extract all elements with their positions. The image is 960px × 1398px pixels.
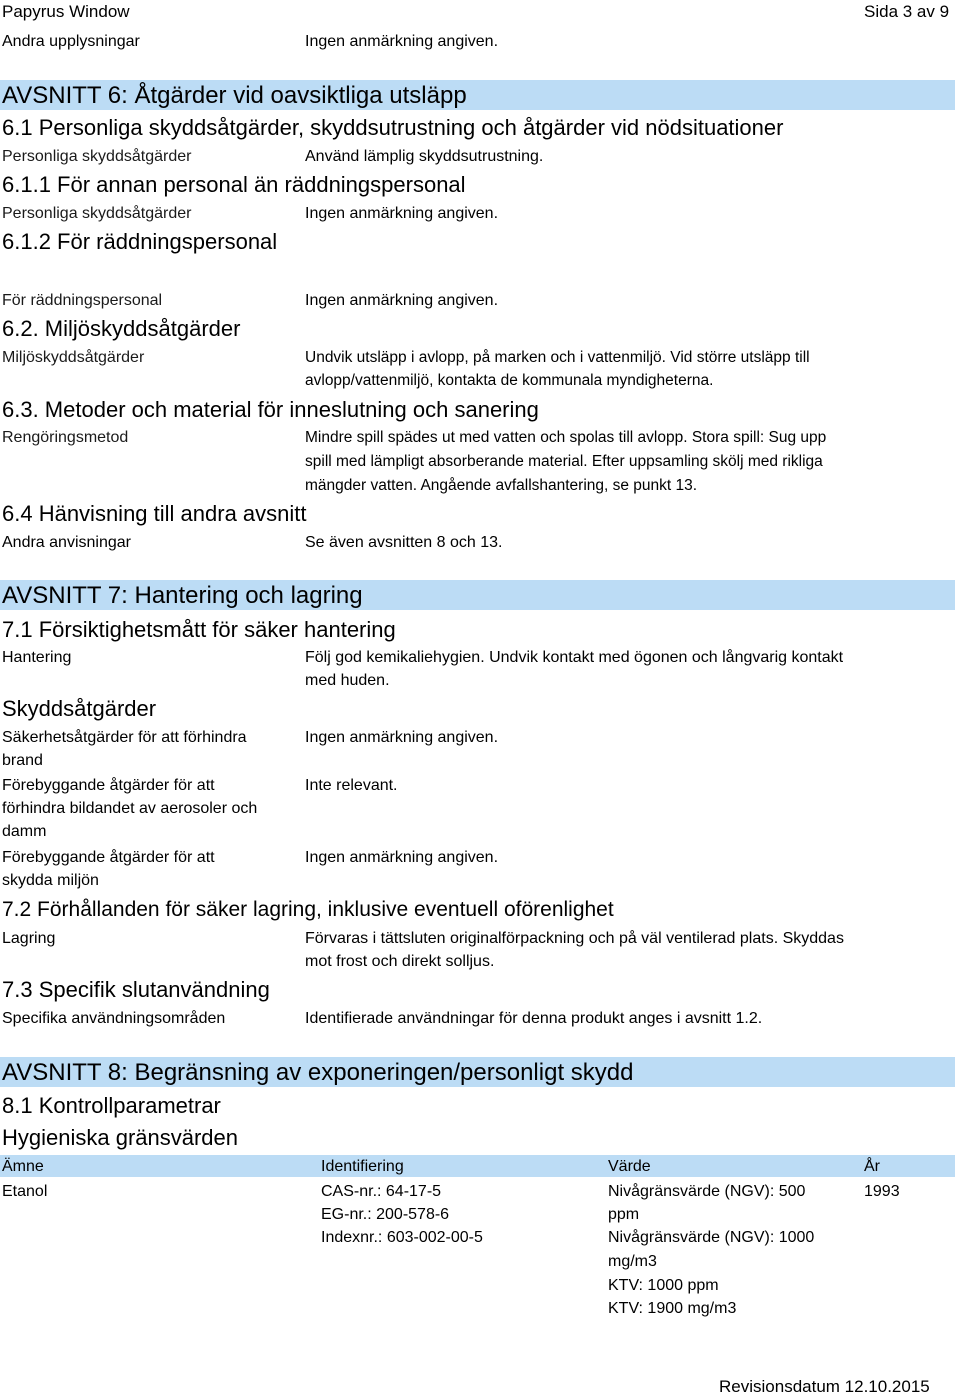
row-value: Följ god kemikaliehygien. Undvik kontakt med ögonen och långvarig kontakt (305, 649, 844, 666)
subsection-6-1-1-heading: 6.1.1 För annan personal än räddningspersonal (2, 172, 466, 197)
row-value: Ingen anmärkning angiven. (305, 729, 499, 746)
subsection-6-4-heading: 6.4 Hänvisning till andra avsnitt (2, 501, 307, 526)
row-value: spill med lämpligt absorberande material. Efter uppsamling skölj med rikliga (305, 453, 823, 470)
subsection-6-1-2-heading: 6.1.2 För räddningspersonal (2, 229, 278, 254)
row-value: mot frost och direkt solljus. (305, 953, 495, 970)
table-cell-value: Nivågränsvärde (NGV): 500 (608, 1183, 806, 1200)
table-cell-value: ppm (608, 1206, 640, 1223)
row-value: med huden. (305, 672, 390, 689)
table-header-row (0, 1155, 955, 1177)
section-7-title: AVSNITT 7: Hantering och lagring (2, 582, 363, 609)
row-label: För räddningspersonal (2, 292, 163, 309)
row-label: Personliga skyddsåtgärder (2, 205, 192, 222)
row-label: Andra upplysningar (2, 33, 140, 50)
row-label: Personliga skyddsåtgärder (2, 148, 192, 165)
row-value: Ingen anmärkning angiven. (305, 849, 499, 866)
table-cell-ident: Indexnr.: 603-002-00-5 (321, 1229, 483, 1246)
subsection-7-2-heading: 7.2 Förhållanden för säker lagring, inklusive eventuell oförenlighet (2, 898, 614, 921)
row-value: Identifierade användningar för denna produkt anges i avsnitt 1.2. (305, 1010, 763, 1027)
page-number: Sida 3 av 9 (864, 2, 950, 21)
row-label: damm (2, 823, 47, 840)
row-label: Specifika användningsområden (2, 1010, 226, 1027)
subsection-7-1-heading: 7.1 Försiktighetsmått för säker hantering (2, 617, 396, 642)
table-cell-substance: Etanol (2, 1183, 48, 1200)
row-label: Säkerhetsåtgärder för att förhindra (2, 729, 247, 746)
section-6-title: AVSNITT 6: Åtgärder vid oavsiktliga utsläpp (2, 82, 467, 109)
table-cell-value: mg/m3 (608, 1253, 657, 1270)
table-cell-value: Nivågränsvärde (NGV): 1000 (608, 1229, 815, 1246)
row-label: Andra anvisningar (2, 534, 131, 551)
row-value: Undvik utsläpp i avlopp, på marken och i vattenmiljö. Vid större utsläpp till (305, 349, 810, 366)
table-header-cell: Värde (608, 1158, 651, 1175)
subsection-6-1-heading: 6.1 Personliga skyddsåtgärder, skyddsutrustning och åtgärder vid nödsituationer (2, 115, 784, 140)
row-value: Mindre spill spädes ut med vatten och spolas till avlopp. Stora spill: Sug upp (305, 429, 827, 446)
row-label: Rengöringsmetod (2, 429, 129, 446)
row-value: Ingen anmärkning angiven. (305, 292, 499, 309)
table-cell-ident: CAS-nr.: 64-17-5 (321, 1183, 442, 1200)
row-value: Förvaras i tättsluten originalförpackning och på väl ventilerad plats. Skyddas (305, 930, 844, 947)
subsection-6-3-heading: 6.3. Metoder och material för inneslutning och sanering (2, 397, 539, 422)
table-header-cell: Identifiering (321, 1158, 404, 1175)
table-cell-year: 1993 (864, 1183, 900, 1200)
row-value: Se även avsnitten 8 och 13. (305, 534, 503, 551)
sub-heading: Skyddsåtgärder (2, 696, 157, 721)
revision-date: Revisionsdatum 12.10.2015 (719, 1377, 930, 1396)
row-value: avlopp/vattenmiljö, kontakta de kommunala myndigheterna. (305, 372, 714, 389)
row-value: Ingen anmärkning angiven. (305, 33, 499, 50)
subsection-7-3-heading: 7.3 Specifik slutanvändning (2, 977, 270, 1002)
row-value: Använd lämplig skyddsutrustning. (305, 148, 544, 165)
row-label: brand (2, 752, 43, 769)
row-label: Lagring (2, 930, 56, 947)
row-label: Hantering (2, 649, 72, 666)
subsection-8-1-heading: 8.1 Kontrollparametrar (2, 1093, 221, 1118)
row-value: mängder vatten. Angående avfallshantering, se punkt 13. (305, 477, 698, 494)
row-value: Inte relevant. (305, 777, 398, 794)
row-label: Miljöskyddsåtgärder (2, 349, 145, 366)
table-header-cell: År (864, 1158, 880, 1175)
table-cell-value: KTV: 1900 mg/m3 (608, 1300, 737, 1317)
app-title: Papyrus Window (2, 2, 130, 21)
table-cell-value: KTV: 1000 ppm (608, 1277, 719, 1294)
row-label: skydda miljön (2, 872, 99, 889)
subsection-6-2-heading: 6.2. Miljöskyddsåtgärder (2, 316, 241, 341)
section-8-title: AVSNITT 8: Begränsning av exponeringen/personligt skydd (2, 1059, 634, 1086)
table-header-cell: Ämne (2, 1158, 44, 1175)
sub-heading: Hygieniska gränsvärden (2, 1125, 239, 1150)
row-label: Förebyggande åtgärder för att (2, 849, 215, 866)
table-cell-ident: EG-nr.: 200-578-6 (321, 1206, 450, 1223)
row-label: förhindra bildandet av aerosoler och (2, 800, 258, 817)
row-value: Ingen anmärkning angiven. (305, 205, 499, 222)
row-label: Förebyggande åtgärder för att (2, 777, 215, 794)
